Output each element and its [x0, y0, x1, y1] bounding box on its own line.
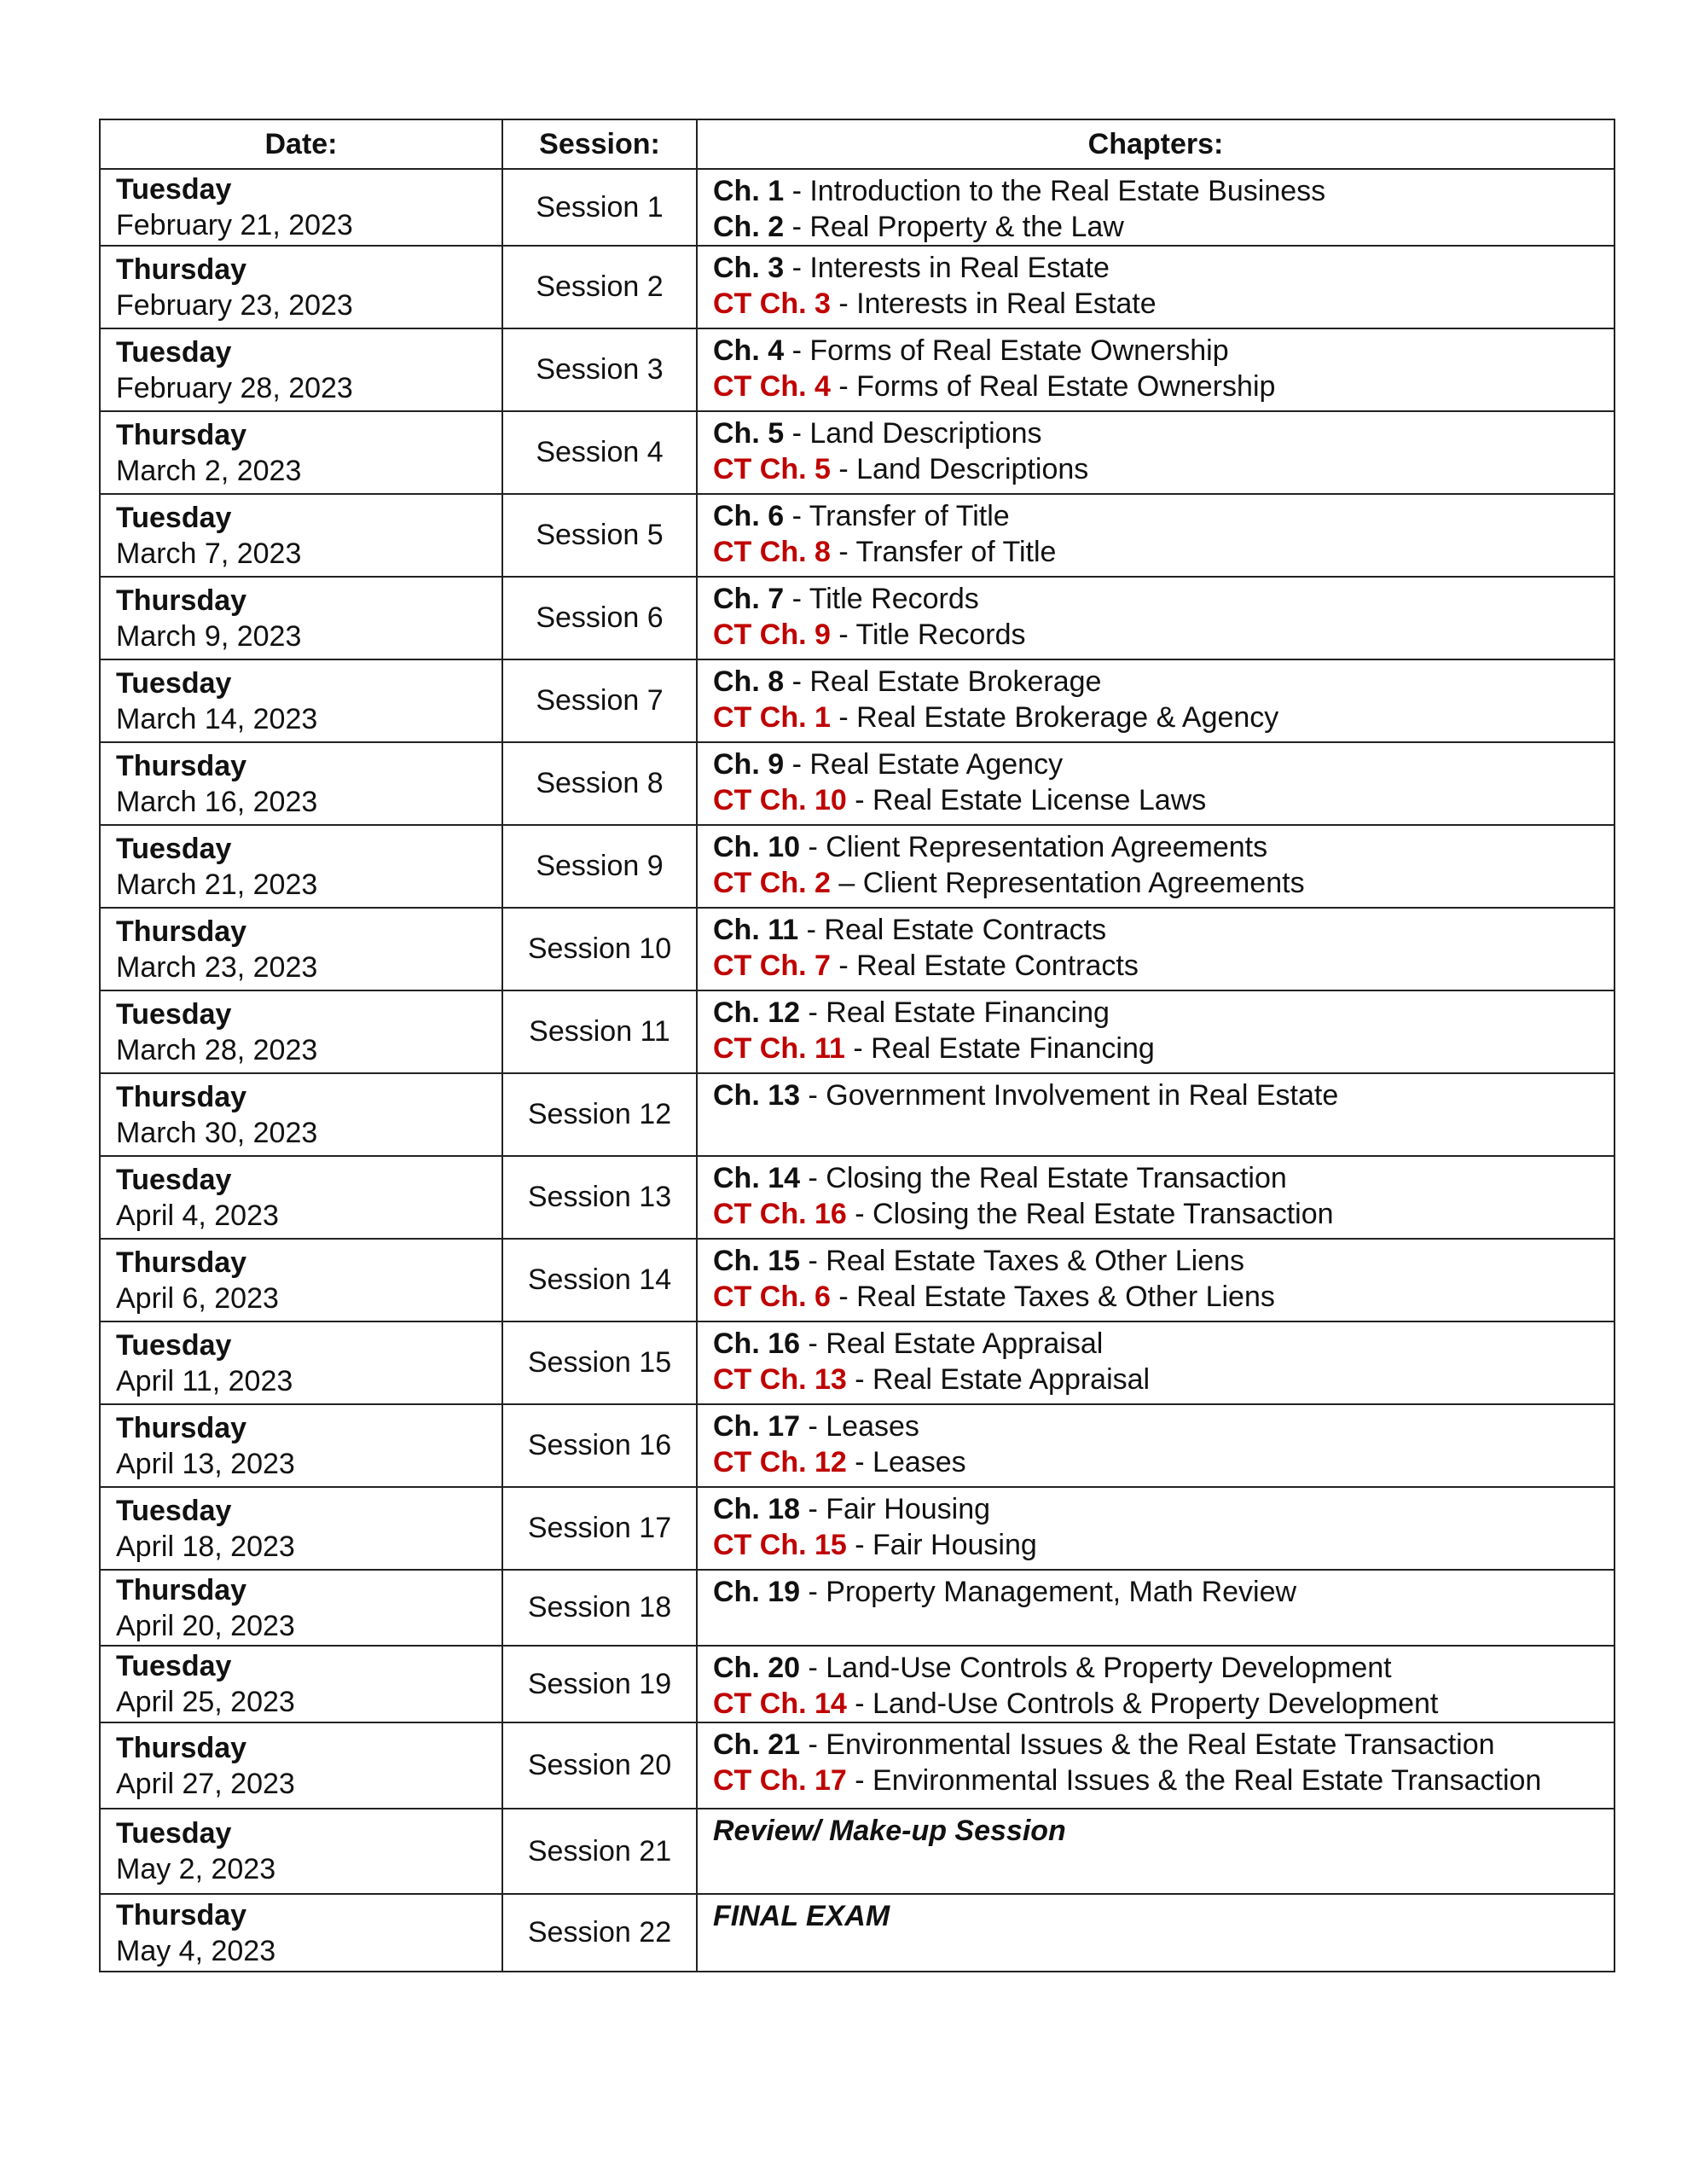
chapter-line	[713, 1409, 1598, 1444]
chapter-title: Land Descriptions	[809, 417, 1042, 450]
separator: -	[846, 1764, 873, 1797]
date-text: March 21, 2023	[116, 868, 318, 901]
session-cell: Session 12	[502, 1073, 697, 1156]
chapters-cell	[697, 1809, 1615, 1894]
table-row	[100, 990, 1615, 1073]
ct-chapter-line	[713, 1444, 1598, 1480]
chapter-label: CT Ch. 10	[713, 784, 847, 816]
weekday: Thursday	[116, 253, 247, 286]
separator: -	[784, 334, 810, 367]
session-cell: Session 6	[502, 577, 697, 659]
chapter-label: Ch. 5	[713, 417, 785, 450]
chapter-title: Interests in Real Estate	[809, 252, 1110, 284]
table-row	[100, 1646, 1615, 1722]
chapter-title: Government Involvement in Real Estate	[826, 1079, 1339, 1112]
date-cell	[100, 659, 502, 742]
chapter-title: Land-Use Controls & Property Development	[872, 1687, 1439, 1720]
separator: -	[830, 536, 856, 568]
separator: -	[784, 211, 810, 243]
weekday: Tuesday	[116, 173, 232, 206]
separator: -	[846, 1687, 873, 1720]
date-cell	[100, 990, 502, 1073]
chapters-cell	[697, 1156, 1615, 1239]
session-cell: Session 17	[502, 1487, 697, 1570]
separator: -	[784, 665, 810, 698]
chapter-label: CT Ch. 1	[713, 701, 831, 734]
date-text: March 9, 2023	[116, 619, 302, 653]
ct-chapter-line	[713, 1686, 1598, 1722]
separator: -	[830, 1281, 857, 1313]
ct-chapter-line	[713, 451, 1598, 487]
session-cell: Session 9	[502, 825, 697, 908]
chapter-label: CT Ch. 5	[713, 453, 831, 485]
chapter-label: Ch. 11	[713, 914, 799, 946]
ct-chapter-line	[713, 1196, 1598, 1232]
table-row	[100, 1570, 1615, 1646]
separator: -	[830, 619, 856, 651]
ct-chapter-line	[713, 1763, 1598, 1798]
ct-chapter-line	[713, 617, 1598, 653]
chapter-label: Ch. 14	[713, 1162, 801, 1194]
table-row	[100, 908, 1615, 990]
chapter-title: Fair Housing	[872, 1529, 1037, 1561]
chapter-title: Closing the Real Estate Transaction	[872, 1198, 1334, 1230]
ct-chapter-line	[713, 534, 1598, 570]
date-text: March 30, 2023	[116, 1116, 318, 1149]
chapter-title: Real Estate Financing	[826, 996, 1110, 1029]
table-row	[100, 1809, 1615, 1894]
table-row	[100, 1156, 1615, 1239]
weekday: Tuesday	[116, 1494, 232, 1527]
date-text: February 23, 2023	[116, 288, 353, 322]
separator: -	[830, 288, 857, 320]
date-text: April 6, 2023	[116, 1281, 279, 1315]
weekday: Tuesday	[116, 666, 232, 700]
chapters-cell	[697, 1321, 1615, 1404]
date-cell	[100, 1809, 502, 1894]
chapter-line	[713, 415, 1598, 451]
chapter-label: CT Ch. 4	[713, 370, 831, 403]
date-cell	[100, 825, 502, 908]
schedule-table	[99, 119, 1615, 1972]
chapter-label: CT Ch. 3	[713, 288, 831, 320]
chapter-label: CT Ch. 6	[713, 1281, 831, 1313]
date-cell	[100, 1239, 502, 1321]
separator: -	[800, 1162, 826, 1194]
date-cell	[100, 1570, 502, 1646]
chapter-title: Interests in Real Estate	[856, 288, 1157, 320]
ct-chapter-line	[713, 1279, 1598, 1315]
date-cell	[100, 169, 502, 246]
date-cell	[100, 246, 502, 328]
chapter-line	[713, 581, 1598, 617]
chapters-cell	[697, 1722, 1615, 1809]
chapter-title: Property Management, Math Review	[826, 1576, 1297, 1608]
weekday: Tuesday	[116, 832, 232, 865]
chapter-line	[713, 1160, 1598, 1196]
chapter-title: Client Representation Agreements	[862, 867, 1305, 899]
chapter-title: Real Estate Brokerage & Agency	[856, 701, 1279, 734]
chapter-title: Real Property & the Law	[809, 211, 1124, 243]
date-text: February 21, 2023	[116, 209, 353, 241]
separator: -	[784, 583, 809, 615]
chapter-label: Ch. 7	[713, 583, 785, 615]
chapter-label: Ch. 18	[713, 1493, 801, 1525]
weekday: Tuesday	[116, 1163, 232, 1196]
table-row	[100, 1722, 1615, 1809]
session-cell: Session 19	[502, 1646, 697, 1722]
separator: -	[846, 1363, 873, 1396]
chapter-line	[713, 995, 1598, 1031]
chapter-line	[713, 829, 1598, 865]
session-cell: Session 16	[502, 1404, 697, 1487]
table-row	[100, 169, 1615, 246]
weekday: Thursday	[116, 418, 247, 451]
ct-chapter-line	[713, 700, 1598, 735]
table-row	[100, 1487, 1615, 1570]
chapter-title: Title Records	[855, 619, 1026, 651]
chapter-label: Ch. 19	[713, 1576, 801, 1608]
date-column-header: Date:	[100, 119, 502, 169]
separator: -	[800, 1493, 826, 1525]
chapter-label: CT Ch. 8	[713, 536, 831, 568]
separator: -	[846, 784, 873, 816]
chapter-title: Leases	[826, 1410, 919, 1443]
chapters-cell	[697, 825, 1615, 908]
session-cell: Session 22	[502, 1894, 697, 1972]
session-cell: Session 13	[502, 1156, 697, 1239]
chapter-title: Fair Housing	[826, 1493, 991, 1525]
chapter-label: CT Ch. 12	[713, 1446, 847, 1478]
chapters-cell	[697, 494, 1615, 577]
date-cell	[100, 742, 502, 825]
chapter-label: CT Ch. 11	[713, 1032, 845, 1065]
date-text: March 7, 2023	[116, 537, 302, 570]
table-row	[100, 328, 1615, 411]
date-text: March 28, 2023	[116, 1033, 318, 1066]
weekday: Tuesday	[116, 501, 232, 534]
separator: -	[800, 996, 826, 1029]
chapters-cell	[697, 990, 1615, 1073]
chapter-title: Environmental Issues & the Real Estate Transaction	[872, 1764, 1542, 1797]
chapter-label: CT Ch. 13	[713, 1363, 847, 1396]
date-cell	[100, 1894, 502, 1972]
chapter-title: Real Estate Taxes & Other Liens	[826, 1245, 1245, 1277]
chapter-title: Transfer of Title	[855, 536, 1057, 568]
session-cell: Session 2	[502, 246, 697, 328]
date-text: April 25, 2023	[116, 1686, 295, 1718]
table-row	[100, 494, 1615, 577]
ct-chapter-line	[713, 782, 1598, 818]
chapter-label: Ch. 20	[713, 1652, 801, 1684]
chapter-line	[713, 173, 1598, 209]
chapter-line	[713, 1650, 1598, 1686]
chapters-column-header: Chapters:	[697, 119, 1615, 169]
weekday: Thursday	[116, 1411, 247, 1444]
chapter-title: Client Representation Agreements	[826, 831, 1268, 863]
separator: -	[830, 701, 857, 734]
date-cell	[100, 328, 502, 411]
chapter-label: Ch. 17	[713, 1410, 801, 1443]
chapter-title: Forms of Real Estate Ownership	[809, 334, 1229, 367]
date-cell	[100, 411, 502, 494]
table-row	[100, 1894, 1615, 1972]
date-cell	[100, 1321, 502, 1404]
chapter-label: Ch. 10	[713, 831, 801, 863]
chapter-label: CT Ch. 15	[713, 1529, 847, 1561]
separator: -	[784, 500, 809, 532]
chapter-label: Ch. 13	[713, 1079, 801, 1112]
chapter-label: Ch. 8	[713, 665, 785, 698]
chapters-cell	[697, 1239, 1615, 1321]
table-row	[100, 1321, 1615, 1404]
chapter-label: Ch. 2	[713, 211, 785, 243]
chapters-cell	[697, 1073, 1615, 1156]
chapter-title: Land-Use Controls & Property Development	[826, 1652, 1392, 1684]
date-cell	[100, 1646, 502, 1722]
chapter-line	[713, 912, 1598, 948]
separator: -	[800, 1576, 826, 1608]
table-row	[100, 246, 1615, 328]
chapter-label: Ch. 15	[713, 1245, 801, 1277]
table-row	[100, 1073, 1615, 1156]
chapter-label: Ch. 21	[713, 1728, 801, 1761]
separator: -	[800, 1728, 826, 1761]
separator: -	[800, 1327, 826, 1360]
chapters-cell	[697, 411, 1615, 494]
date-cell	[100, 1722, 502, 1809]
chapters-cell	[697, 169, 1615, 246]
table-row	[100, 1404, 1615, 1487]
date-cell	[100, 1156, 502, 1239]
chapters-cell	[697, 246, 1615, 328]
table-row	[100, 411, 1615, 494]
chapter-label: Ch. 3	[713, 252, 785, 284]
chapter-title: Forms of Real Estate Ownership	[856, 370, 1276, 403]
date-text: April 4, 2023	[116, 1199, 279, 1232]
date-text: March 16, 2023	[116, 785, 318, 818]
separator: –	[830, 867, 863, 899]
chapters-cell	[697, 1404, 1615, 1487]
table-row	[100, 1239, 1615, 1321]
table-row	[100, 742, 1615, 825]
chapter-label: Ch. 9	[713, 748, 785, 781]
ct-chapter-line	[713, 1527, 1598, 1563]
chapter-title: Real Estate Appraisal	[872, 1363, 1151, 1396]
table-row	[100, 577, 1615, 659]
separator: -	[830, 453, 857, 485]
chapter-title: Introduction to the Real Estate Business	[809, 175, 1326, 207]
chapter-title: Real Estate Taxes & Other Liens	[856, 1281, 1275, 1313]
chapter-line	[713, 1243, 1598, 1279]
chapter-label: Ch. 6	[713, 500, 785, 532]
chapter-title: Real Estate Contracts	[856, 950, 1139, 982]
separator: -	[800, 1652, 826, 1684]
chapter-title: Environmental Issues & the Real Estate Transaction	[826, 1728, 1495, 1761]
session-cell: Session 3	[502, 328, 697, 411]
chapter-line	[713, 498, 1598, 534]
chapter-line	[713, 746, 1598, 782]
date-text: April 18, 2023	[116, 1530, 295, 1563]
session-cell: Session 4	[502, 411, 697, 494]
chapter-line	[713, 333, 1598, 369]
ct-chapter-line	[713, 286, 1598, 322]
chapter-title: Real Estate Agency	[809, 748, 1064, 781]
chapter-label: CT Ch. 9	[713, 619, 831, 651]
chapter-title: Real Estate Financing	[871, 1032, 1155, 1065]
table-row	[100, 659, 1615, 742]
weekday: Thursday	[116, 1731, 247, 1764]
chapter-title: Real Estate Brokerage	[809, 665, 1102, 698]
chapters-cell	[697, 1570, 1615, 1646]
chapter-label: Ch. 12	[713, 996, 801, 1029]
date-text: April 20, 2023	[116, 1609, 295, 1642]
chapters-cell	[697, 1646, 1615, 1722]
chapters-cell	[697, 908, 1615, 990]
session-cell: Session 8	[502, 742, 697, 825]
session-cell: Session 21	[502, 1809, 697, 1894]
chapters-cell	[697, 659, 1615, 742]
separator: -	[784, 748, 810, 781]
weekday: Tuesday	[116, 1328, 232, 1362]
chapter-title: Real Estate Contracts	[824, 914, 1107, 946]
separator: -	[830, 950, 857, 982]
session-cell: Session 7	[502, 659, 697, 742]
chapter-line	[713, 1727, 1598, 1763]
session-cell: Session 10	[502, 908, 697, 990]
ct-chapter-line	[713, 1031, 1598, 1066]
date-text: April 27, 2023	[116, 1767, 295, 1800]
chapter-title: Leases	[872, 1446, 966, 1478]
chapter-line	[713, 250, 1598, 286]
session-cell: Session 11	[502, 990, 697, 1073]
weekday: Thursday	[116, 749, 247, 782]
weekday: Thursday	[116, 1898, 247, 1931]
weekday: Thursday	[116, 1246, 247, 1279]
ct-chapter-line	[713, 865, 1598, 901]
chapter-line	[713, 664, 1598, 700]
date-text: April 11, 2023	[116, 1364, 293, 1397]
weekday: Tuesday	[116, 1817, 232, 1850]
chapter-label: CT Ch. 14	[713, 1687, 847, 1720]
chapter-label: Ch. 16	[713, 1327, 801, 1360]
weekday: Thursday	[116, 1080, 247, 1113]
weekday: Tuesday	[116, 1650, 232, 1682]
chapter-label: CT Ch. 2	[713, 867, 831, 899]
date-text: March 23, 2023	[116, 950, 318, 984]
chapter-label: CT Ch. 16	[713, 1198, 847, 1230]
separator: -	[784, 252, 810, 284]
separator: -	[830, 370, 857, 403]
separator: -	[798, 914, 825, 946]
ct-chapter-line	[713, 369, 1598, 404]
date-text: May 2, 2023	[116, 1853, 276, 1885]
chapter-title: Transfer of Title	[809, 500, 1010, 532]
separator: -	[800, 1410, 826, 1443]
date-text: March 2, 2023	[116, 454, 302, 487]
chapter-line	[713, 1326, 1598, 1362]
header-row	[100, 119, 1615, 169]
date-text: April 13, 2023	[116, 1447, 295, 1480]
chapter-title: Title Records	[809, 583, 979, 615]
session-cell: Session 14	[502, 1239, 697, 1321]
session-cell: Session 1	[502, 169, 697, 246]
weekday: Tuesday	[116, 997, 232, 1031]
session-cell: Session 18	[502, 1570, 697, 1646]
separator: -	[784, 417, 810, 450]
ct-chapter-line	[713, 948, 1598, 984]
chapter-label: CT Ch. 7	[713, 950, 831, 982]
chapters-cell	[697, 328, 1615, 411]
date-cell	[100, 1073, 502, 1156]
schedule-body	[100, 169, 1615, 1972]
date-cell	[100, 577, 502, 659]
date-cell	[100, 1404, 502, 1487]
date-cell	[100, 1487, 502, 1570]
separator: -	[800, 831, 826, 863]
session-column-header: Session:	[502, 119, 697, 169]
separator: -	[800, 1245, 826, 1277]
session-note: FINAL EXAM	[713, 1900, 890, 1932]
chapter-line	[713, 1077, 1598, 1113]
session-cell: Session 15	[502, 1321, 697, 1404]
chapter-label: Ch. 1	[713, 175, 785, 207]
chapter-line	[713, 1491, 1598, 1527]
session-cell: Session 20	[502, 1722, 697, 1809]
chapter-line	[713, 209, 1598, 245]
session-note: Review/ Make-up Session	[713, 1815, 1066, 1847]
chapter-title: Closing the Real Estate Transaction	[826, 1162, 1287, 1194]
chapter-title: Land Descriptions	[856, 453, 1089, 485]
separator: -	[800, 1079, 826, 1112]
date-text: May 4, 2023	[116, 1934, 276, 1967]
table-row	[100, 825, 1615, 908]
weekday: Thursday	[116, 915, 247, 948]
date-cell	[100, 908, 502, 990]
weekday: Tuesday	[116, 335, 232, 369]
chapter-title: Real Estate Appraisal	[826, 1327, 1104, 1360]
weekday: Thursday	[116, 584, 247, 617]
chapters-cell	[697, 1894, 1615, 1972]
separator: -	[844, 1032, 872, 1065]
separator: -	[846, 1198, 873, 1230]
separator: -	[846, 1529, 873, 1561]
date-cell	[100, 494, 502, 577]
chapters-cell	[697, 742, 1615, 825]
chapter-title: Real Estate License Laws	[872, 784, 1207, 816]
date-text: February 28, 2023	[116, 371, 353, 404]
chapter-label: CT Ch. 17	[713, 1764, 847, 1797]
chapter-label: Ch. 4	[713, 334, 785, 367]
chapters-cell	[697, 577, 1615, 659]
date-text: March 14, 2023	[116, 702, 318, 735]
separator: -	[784, 175, 810, 207]
chapter-line	[713, 1574, 1598, 1610]
session-cell: Session 5	[502, 494, 697, 577]
separator: -	[846, 1446, 873, 1478]
weekday: Thursday	[116, 1573, 247, 1606]
ct-chapter-line	[713, 1362, 1598, 1397]
chapters-cell	[697, 1487, 1615, 1570]
